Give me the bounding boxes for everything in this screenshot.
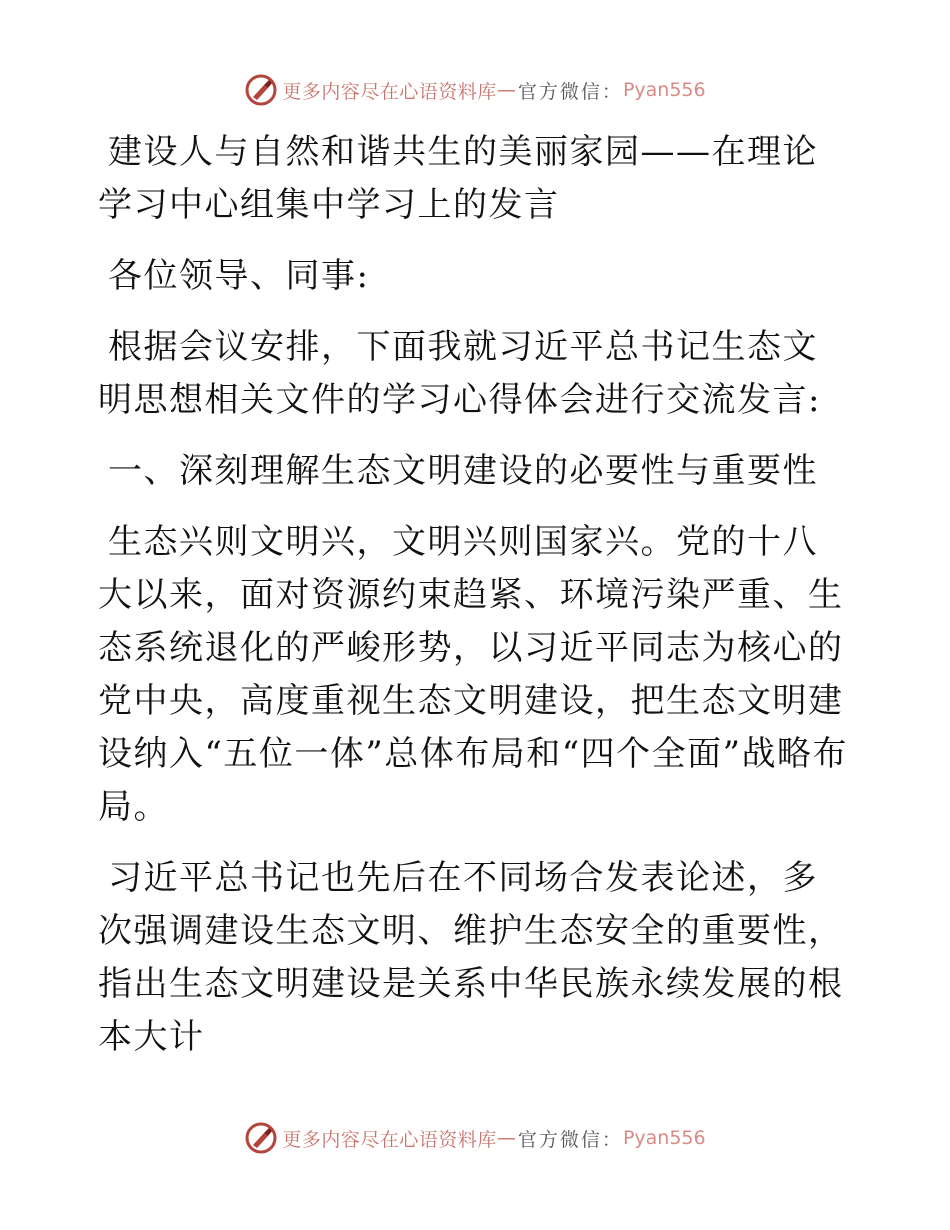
- section-heading: 一、深刻理解生态文明建设的必要性与重要性: [108, 451, 818, 491]
- pen-logo-icon: [244, 73, 278, 107]
- document-title: 建设人与自然和谐共生的美丽家园——在理论学习中心组集中学习上的发言: [98, 132, 818, 225]
- body-paragraph: 生态兴则文明兴，文明兴则国家兴。党的十八大以来，面对资源约束趋紧、环境污染严重、生态系统退化的严峻形势，以习近平同志为核心的党中央，高度重视生态文明建设，把生态文明建设纳入“五位一体”总体布局和“四个全面”战略布局。: [98, 522, 849, 827]
- watermark-official-label: 官方微信：: [517, 80, 623, 103]
- footer-watermark: [0, 1118, 950, 1158]
- document-body: [98, 126, 850, 1082]
- pen-logo-icon: [244, 1121, 278, 1155]
- watermark-wechat-id: Pyan556: [622, 79, 706, 101]
- salutation: 各位领导、同事:: [108, 256, 370, 296]
- watermark-brand: 更多内容尽在心语资料库: [282, 1128, 497, 1151]
- watermark-official-label: 官方微信：: [517, 1128, 623, 1151]
- header-watermark: [0, 70, 950, 110]
- body-paragraph: 习近平总书记也先后在不同场合发表论述，多次强调建设生态文明、维护生态安全的重要性，指出生态文明建设是关系中华民族永续发展的根本大计: [98, 858, 844, 1057]
- intro-paragraph: 根据会议安排，下面我就习近平总书记生态文明思想相关文件的学习心得体会进行交流发言:: [98, 327, 821, 420]
- watermark-dash: —: [496, 1127, 516, 1149]
- watermark-dash: —: [496, 79, 516, 101]
- watermark-brand: 更多内容尽在心语资料库: [282, 80, 497, 103]
- watermark-wechat-id: Pyan556: [622, 1127, 706, 1149]
